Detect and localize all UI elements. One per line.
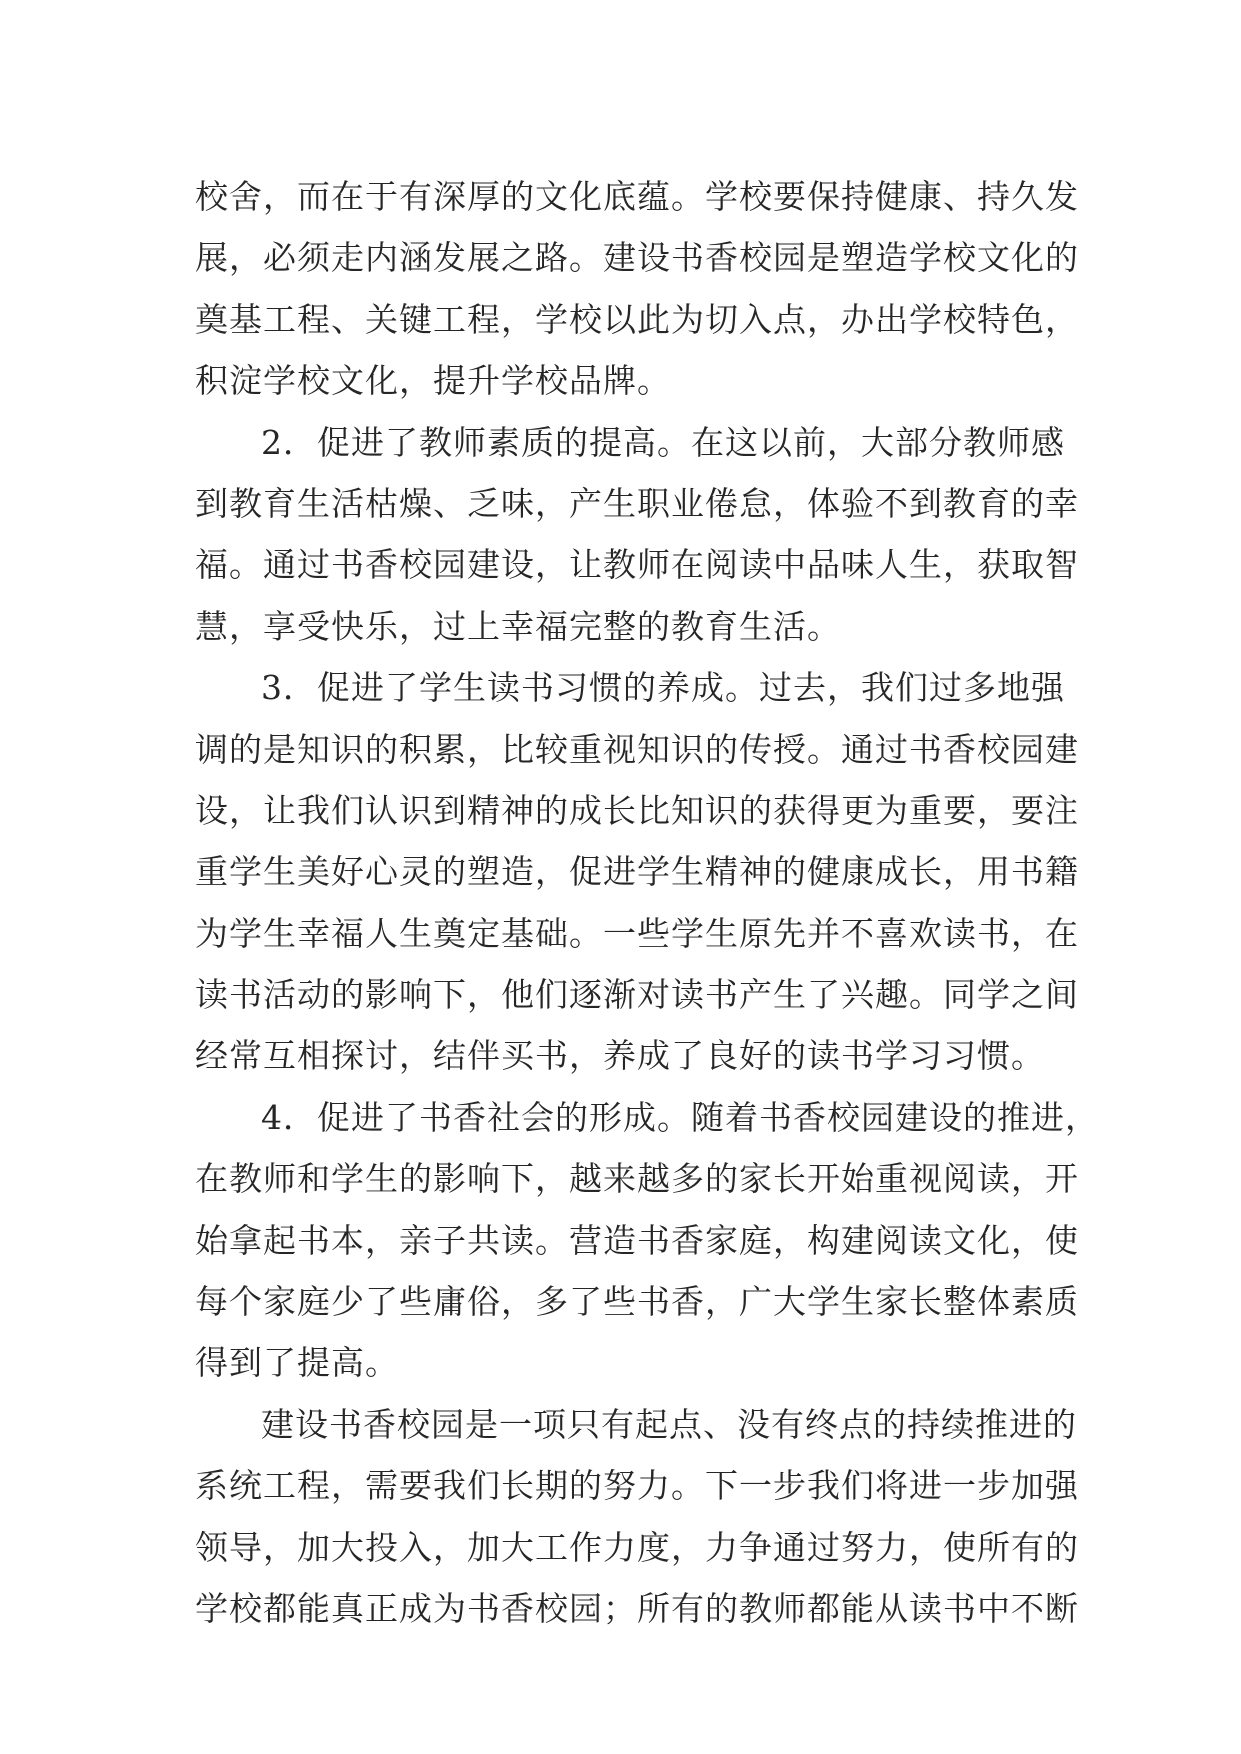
text-line: 始拿起书本，亲子共读。营造书香家庭，构建阅读文化，使	[195, 1220, 1079, 1260]
paragraph-3-first-line: 3．促进了学生读书习惯的养成。过去，我们过多地强	[261, 668, 1065, 708]
text-line: 为学生幸福人生奠定基础。一些学生原先并不喜欢读书，在	[195, 913, 1079, 953]
text-line: 福。通过书香校园建设，让教师在阅读中品味人生，获取智	[195, 545, 1079, 585]
text-line: 调的是知识的积累，比较重视知识的传授。通过书香校园建	[195, 729, 1079, 769]
paragraph-4-first-line: 4．促进了书香社会的形成。随着书香校园建设的推进，	[261, 1097, 1099, 1137]
text-line: 展，必须走内涵发展之路。建设书香校园是塑造学校文化的	[195, 238, 1079, 278]
text-line: 系统工程，需要我们长期的努力。下一步我们将进一步加强	[195, 1466, 1079, 1506]
text-line: 到教育生活枯燥、乏味，产生职业倦怠，体验不到教育的幸	[195, 483, 1079, 523]
text-line: 领导，加大投入，加大工作力度，力争通过努力，使所有的	[195, 1527, 1079, 1567]
text-line: 读书活动的影响下，他们逐渐对读书产生了兴趣。同学之间	[195, 975, 1079, 1015]
text-line: 奠基工程、关键工程，学校以此为切入点，办出学校特色，	[195, 299, 1079, 339]
text-line: 经常互相探讨，结伴买书，养成了良好的读书学习习惯。	[195, 1036, 1045, 1076]
text-line: 重学生美好心灵的塑造，促进学生精神的健康成长，用书籍	[195, 852, 1079, 892]
text-line: 得到了提高。	[195, 1343, 399, 1383]
text-line: 慧，享受快乐，过上幸福完整的教育生活。	[195, 606, 841, 646]
text-line: 设，让我们认识到精神的成长比知识的获得更为重要，要注	[195, 790, 1079, 830]
paragraph-5-first-line: 建设书香校园是一项只有起点、没有终点的持续推进的	[261, 1404, 1077, 1444]
text-line: 在教师和学生的影响下，越来越多的家长开始重视阅读，开	[195, 1159, 1079, 1199]
text-line: 积淀学校文化，提升学校品牌。	[195, 361, 671, 401]
text-line: 校舍，而在于有深厚的文化底蕴。学校要保持健康、持久发	[195, 177, 1079, 216]
body-text	[195, 166, 1099, 1639]
text-line: 每个家庭少了些庸俗，多了些书香，广大学生家长整体素质	[195, 1282, 1079, 1322]
text-line: 学校都能真正成为书香校园；所有的教师都能从读书中不断	[195, 1588, 1079, 1628]
paragraph-2-first-line: 2．促进了教师素质的提高。在这以前，大部分教师感	[261, 422, 1065, 462]
